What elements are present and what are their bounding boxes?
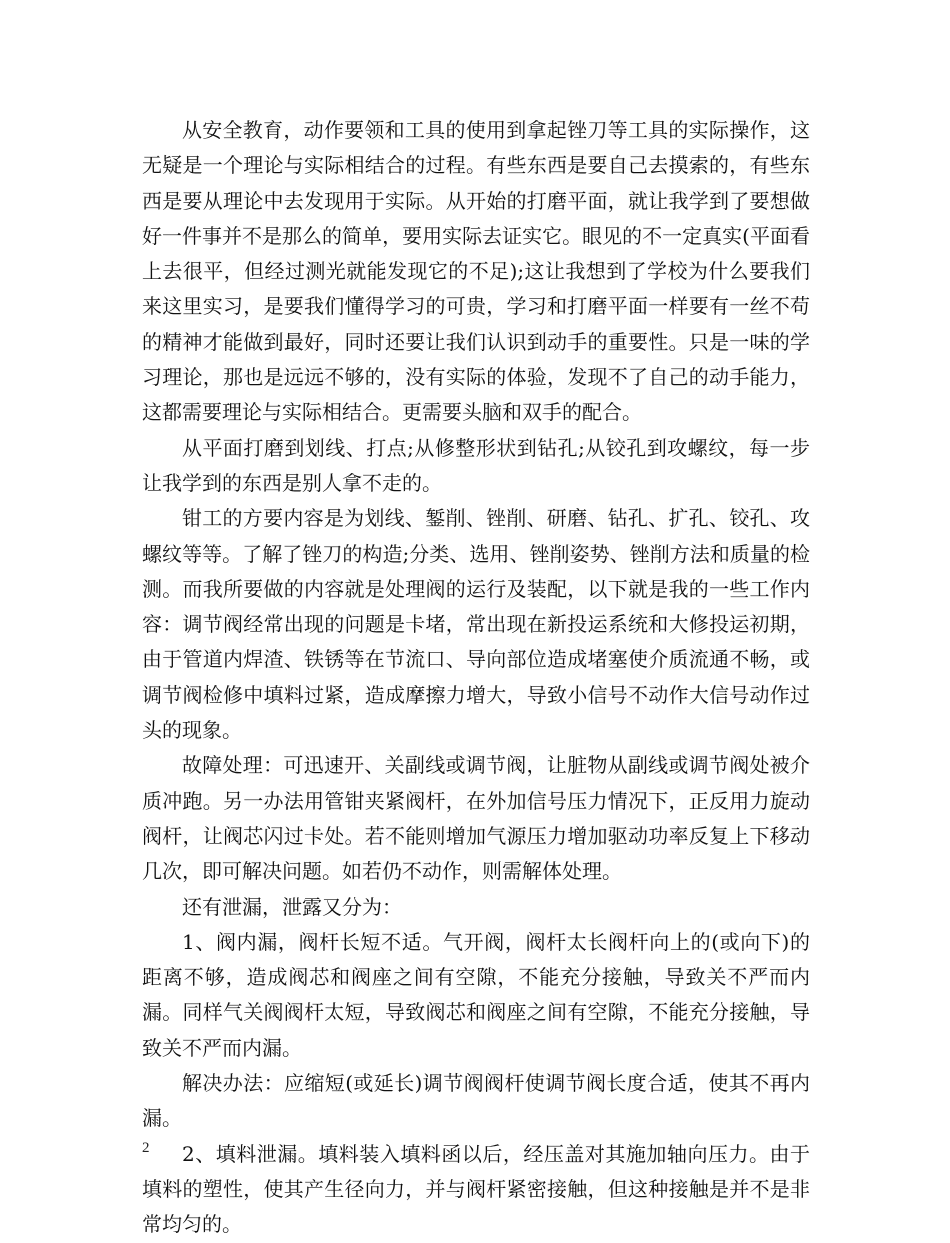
paragraph: 2、填料泄漏。填料装入填料函以后，经压盖对其施加轴向压力。由于填料的塑性，使其产生径向力，并与阀杆紧密接触，但这种接触是并不是非常均匀的。: [142, 1141, 810, 1237]
paragraph: 1、阀内漏，阀杆长短不适。气开阀，阀杆太长阀杆向上的(或向下)的距离不够，造成阀芯和阀座之间有空隙，不能充分接触，导致关不严而内漏。同样气关阀阀杆太短，导致阀芯和阀座之间有空隙，不能充分接触，导致关不严而内漏。: [142, 929, 810, 1060]
paragraph: 从安全教育，动作要领和工具的使用到拿起锉刀等工具的实际操作，这无疑是一个理论与实际相结合的过程。有些东西是要自己去摸索的，有些东西是要从理论中去发现用于实际。从开始的打磨平面，就让我学到了要想做好一件事并不是那么的简单，要用实际去证实它。眼见的不一定真实(平面看上去很平，但经过测光就能发现它的不足);这让我想到了学校为什么要我们来这里实习，是要我们懂得学习的可贵，学习和打磨平面一样要有一丝不苟的精神才能做到最好，同时还要让我们认识到动手的重要性。只是一味的学习理论，那也是远远不够的，没有实际的体验，发现不了自己的动手能力，这都需要理论与实际相结合。更需要头脑和双手的配合。: [142, 118, 810, 425]
paragraph: 解决办法：应缩短(或延长)调节阀阀杆使调节阀长度合适，使其不再内漏。: [142, 1071, 810, 1131]
document-body: [142, 113, 810, 1243]
paragraph: 还有泄漏，泄露又分为：: [182, 894, 402, 919]
paragraph: 从平面打磨到划线、打点;从修整形状到钻孔;从铰孔到攻螺纹，每一步让我学到的东西是别人拿不走的。: [142, 435, 810, 495]
page-number: 2: [142, 1140, 150, 1156]
paragraph: 钳工的方要内容是为划线、錾削、锉削、研磨、钻孔、扩孔、铰孔、攻螺纹等等。了解了锉刀的构造;分类、选用、锉削姿势、锉削方法和质量的检测。而我所要做的内容就是处理阀的运行及装配，以下就是我的一些工作内容：调节阀经常出现的问题是卡堵，常出现在新投运系统和大修投运初期，由于管道内焊渣、铁锈等在节流口、导向部位造成堵塞使介质流通不畅，或调节阀检修中填料过紧，造成摩擦力增大，导致小信号不动作大信号动作过头的现象。: [142, 506, 810, 743]
paragraph: 故障处理：可迅速开、关副线或调节阀，让脏物从副线或调节阀处被介质冲跑。另一办法用管钳夹紧阀杆，在外加信号压力情况下，正反用力旋动阀杆，让阀芯闪过卡处。若不能则增加气源压力增加驱动功率反复上下移动几次，即可解决问题。如若仍不动作，则需解体处理。: [142, 753, 810, 884]
